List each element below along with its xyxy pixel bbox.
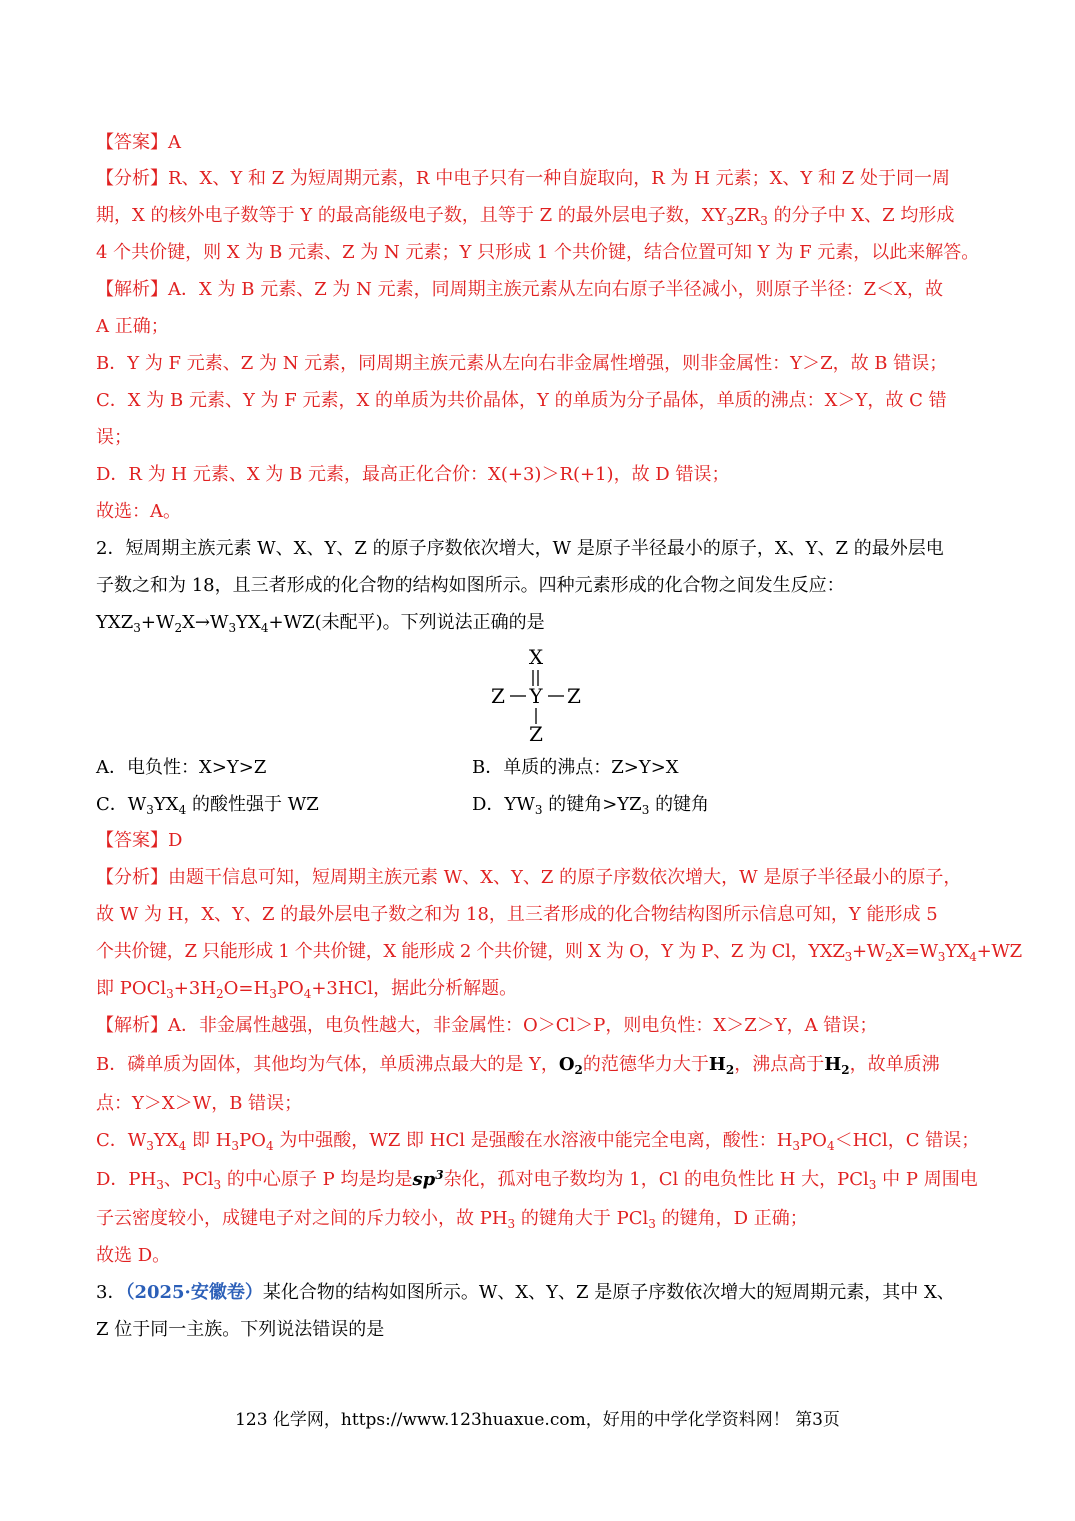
structure-atom-top: X	[528, 645, 544, 669]
q1-explain-line: C．X 为 B 元素、Y 为 F 元素，X 的单质为共价晶体，Y 的单质为分子晶体，单质的沸点：X＞Y，故 C 错	[96, 390, 947, 411]
q2-option-b: B．单质的沸点：Z>Y>X	[472, 757, 679, 778]
q2-explain-line: 子云密度较小，成键电子对之间的斥力较小，故 $PH_3$ 的键角大于 PCl$_3$ 的键角，D 正确；	[96, 1208, 808, 1231]
q2-stem-line: 2．短周期主族元素 W、X、Y、Z 的原子序数依次增大，W 是原子半径最小的原子，X、Y、Z 的最外层电	[96, 538, 944, 559]
q1-analysis-line: 【分析】R、X、Y 和 Z 为短周期元素，R 中电子只有一种自旋取向，R 为 H 元素；X、Y 和 Z 处于同一周	[96, 168, 950, 189]
q2-explain-line: 【解析】A．非金属性越强，电负性越大，非金属性：O＞Cl＞P，则电负性：X＞Z＞Y，A 错误；	[96, 1015, 878, 1036]
q2-analysis-line: 【分析】由题干信息可知，短周期主族元素 W、X、Y、Z 的原子序数依次增大，W 是原子半径最小的原子，	[96, 867, 962, 888]
q3-stem-line: Z 位于同一主族。下列说法错误的是	[96, 1319, 385, 1340]
q1-analysis-line: 4 个共价键，则 X 为 B 元素、Z 为 N 元素；Y 只形成 1 个共价键，结合位置可知 Y 为 F 元素，以此来解答。	[96, 242, 980, 263]
structure-atom-left: Z	[491, 684, 505, 708]
structure-atom-center: Y	[529, 684, 543, 708]
q2-option-d: D．$YW_3$ 的键角$>YZ_3$ 的键角	[472, 794, 710, 817]
q2-option-c: C．$W_3YX_4$ 的酸性强于 WZ	[96, 794, 319, 817]
q2-explain-line: C．$W_3YX_4$ 即 $H_3PO_4$ 为中强酸，WZ 即 HCl 是强酸在水溶液中能完全电离，酸性：$H_3PO_4<HCl$，C 错误；	[96, 1130, 980, 1153]
q3-source: （2025·安徽卷）	[125, 1282, 263, 1303]
q1-analysis-line: 期，X 的核外电子数等于 Y 的最高能级电子数，且等于 Z 的最外层电子数，$XY_3ZR_3$ 的分子中 X、Z 均形成	[96, 205, 955, 228]
q2-explain-line: B．磷单质为固体，其他均为气体，单质沸点最大的是 Y，$O_2$的范德华力大于$H_2$，沸点高于$H_2$，故单质沸	[96, 1054, 940, 1077]
q2-answer: 【答案】D	[96, 830, 183, 851]
q2-structure-diagram	[488, 642, 588, 744]
structure-atom-bottom: Z	[529, 722, 543, 744]
q2-explain-line: D．$PH_3$、PCl$_3$ 的中心原子 P 均是均是$sp^3$杂化，孤对电子数均为 1，Cl 的电负性比 H 大，PCl$_3$ 中 P 周围电	[96, 1168, 978, 1192]
q1-explain-line: 误；	[96, 427, 132, 448]
q3-stem-line: 3．（2025·安徽卷）某化合物的结构如图所示。W、X、Y、Z 是原子序数依次增大的短周期元素，其中 X、	[96, 1282, 955, 1303]
q2-explain-line: 点：Y＞X＞W，B 错误；	[96, 1093, 303, 1114]
structure-atom-right: Z	[567, 684, 581, 708]
q2-analysis-line: 即 $POCl_3+3H_2O=H_3PO_4+3HCl$，据此分析解题。	[96, 978, 518, 1001]
page-footer: 123 化学网，https://www.123huaxue.com，好用的中学化学资料网！ 第3页	[235, 1410, 840, 1430]
q2-options-row	[96, 755, 986, 781]
q1-conclusion: 故选：A。	[96, 501, 181, 522]
q2-conclusion: 故选 D。	[96, 1245, 171, 1266]
q2-options-row	[96, 792, 986, 818]
q1-explain-line: 【解析】A．X 为 B 元素、Z 为 N 元素，同周期主族元素从左向右原子半径减小，则原子半径：Z＜X，故	[96, 279, 943, 300]
q2-analysis-line: 个共价键，Z 只能形成 1 个共价键，X 能形成 2 个共价键，则 X 为 O，Y 为 P、Z 为 Cl，$YXZ_3+W_2X=W_3YX_4+WZ$	[96, 941, 1022, 964]
q1-explain-line: A 正确；	[96, 316, 169, 337]
q1-answer: 【答案】A	[96, 132, 181, 153]
q2-option-a: A．电负性：X>Y>Z	[96, 757, 267, 778]
q2-stem-line: $YXZ_3+W_2X\to W_3YX_4+WZ$(未配平)。下列说法正确的是	[96, 612, 545, 635]
q1-explain-line: D．R 为 H 元素、X 为 B 元素，最高正化合价：X(+3)＞R(+1)，故 D 错误；	[96, 464, 730, 485]
q2-stem-line: 子数之和为 18，且三者形成的化合物的结构如图所示。四种元素形成的化合物之间发生反应：	[96, 575, 845, 596]
q2-analysis-line: 故 W 为 H，X、Y、Z 的最外层电子数之和为 18，且三者形成的化合物结构图所示信息可知，Y 能形成 5	[96, 904, 938, 925]
q1-explain-line: B．Y 为 F 元素、Z 为 N 元素，同周期主族元素从左向右非金属性增强，则非金属性：Y＞Z，故 B 错误；	[96, 353, 948, 374]
